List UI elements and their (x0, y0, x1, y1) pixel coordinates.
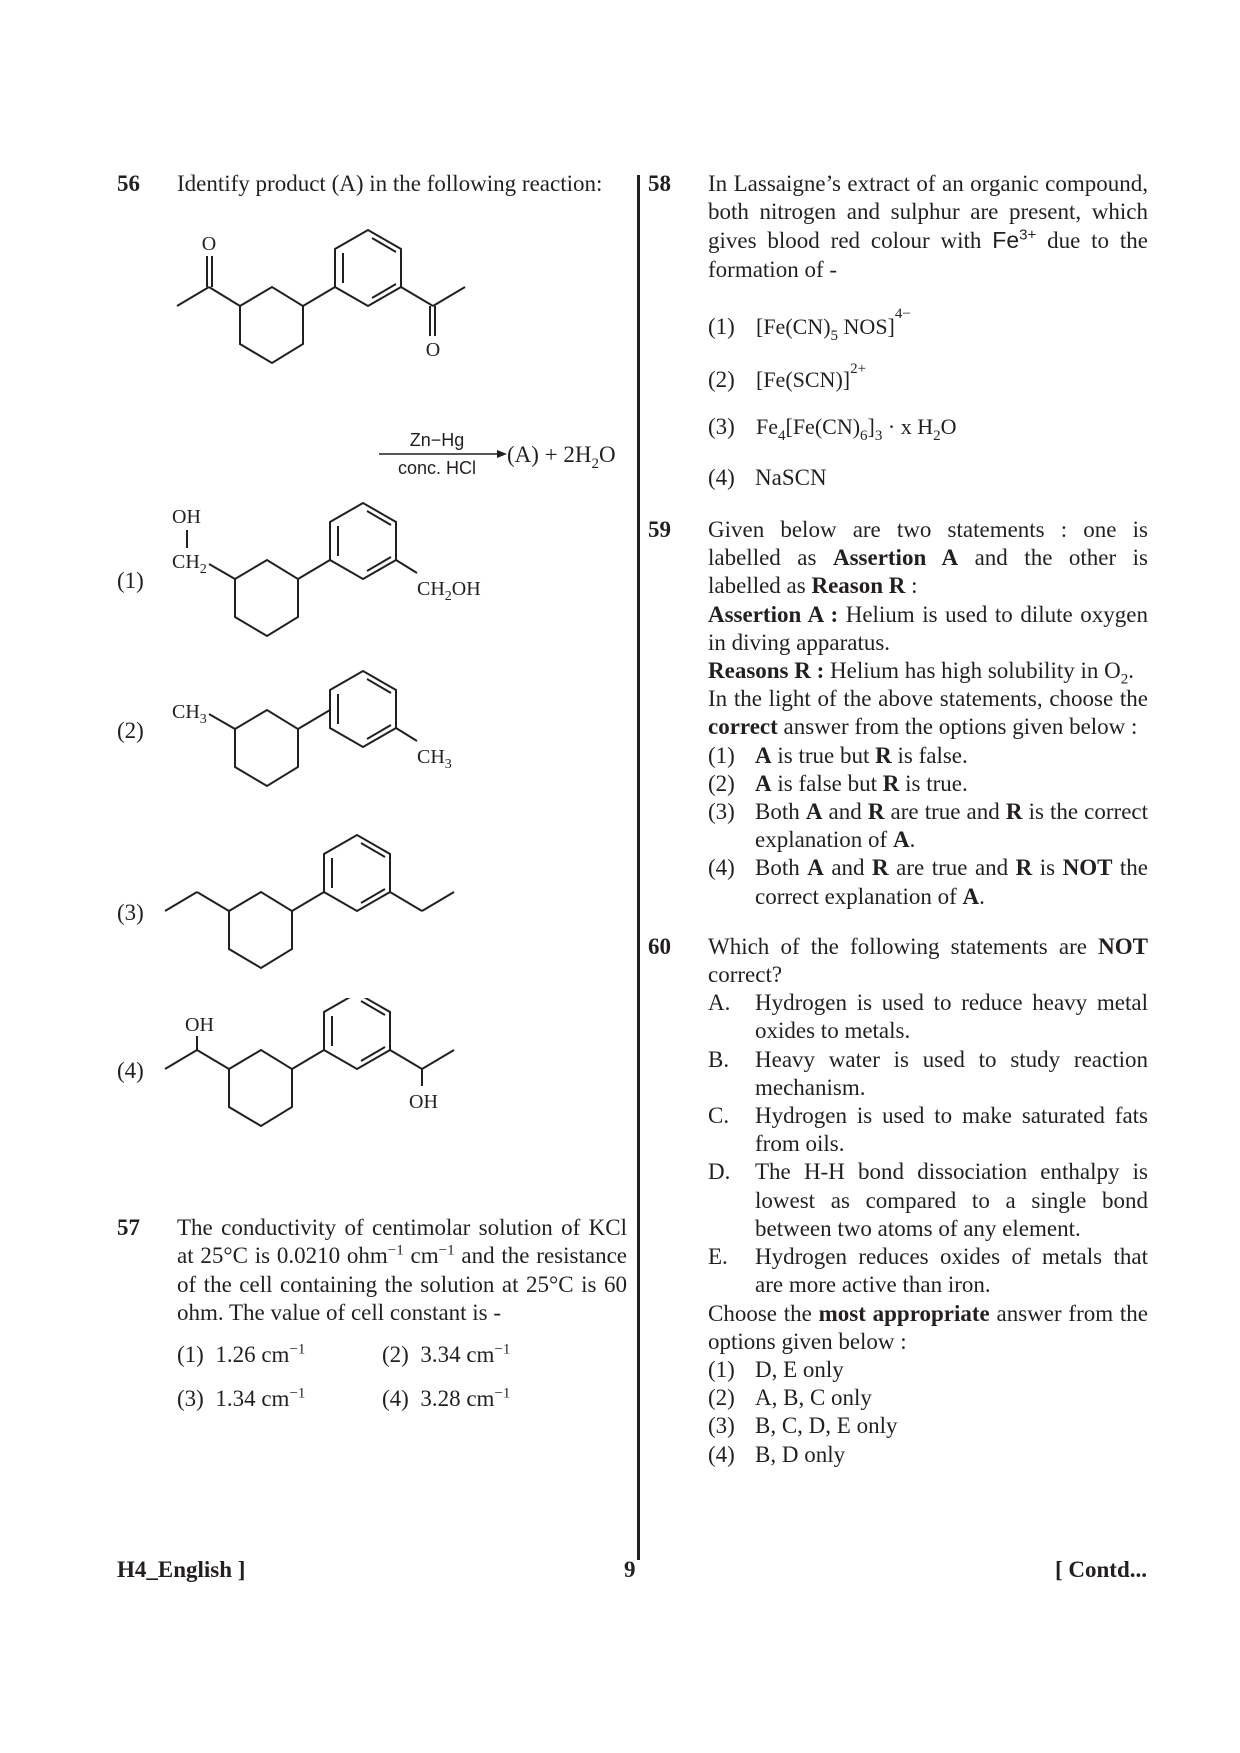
hydroxymethyl-label: $CH_2OH$ (417, 578, 481, 605)
option-1[interactable]: (1) A is true but R is false. (708, 742, 968, 768)
option-4-structure (117, 998, 627, 1148)
left-column (117, 170, 627, 1413)
option-label[interactable]: (1) (708, 313, 735, 339)
question-number: 58 (648, 171, 671, 196)
option-1[interactable]: (1) 1.26 $cm^{-1}$ (177, 1341, 306, 1368)
methyl-label: $CH_3$ (417, 746, 452, 773)
reaction-product: $(A) + 2H_2O$ (507, 442, 616, 473)
carbonyl-oxygen-label: O (201, 233, 217, 256)
page-number: 9 (624, 1557, 636, 1582)
option-1-structure (117, 498, 627, 658)
option-1-formula[interactable]: [$Fe(CN)_5$ NOS]$^{4-}$ (756, 305, 911, 344)
footer-paper-code: H4_English ] (117, 1557, 246, 1582)
option-1[interactable]: (1) D, E only (708, 1356, 844, 1382)
option-3-structure (117, 828, 627, 988)
reagent-top: Zn−Hg (409, 430, 465, 451)
question-number: 56 (117, 171, 140, 196)
reactant-structure (117, 206, 627, 426)
reason-statement: Reasons R : Helium has high solubility in $O_2$. (708, 658, 1134, 688)
option-2-formula[interactable]: $[Fe(SCN)]^{2+}$ (756, 360, 867, 392)
option-label: (4) (117, 1058, 144, 1084)
question-number: 59 (648, 517, 671, 543)
statement-e: E. Hydrogen reduces oxides of metals that are more active than iron. (708, 1244, 1148, 1298)
question-stem: Which of the following statements are NOT correct? (708, 933, 1148, 988)
option-4[interactable]: (4) B, D only (708, 1441, 846, 1467)
question-stem: Identify product (A) in the following reaction: (177, 171, 603, 196)
carbonyl-oxygen-label: O (425, 339, 441, 362)
options-row (177, 1341, 627, 1369)
question-stem: In Lassaigne’s extract of an organic compound, both nitrogen and sulphur are present, which gives blood red colour with $Fe^{3+}$ due to the formation of - (708, 171, 1148, 282)
statement-a: A. Hydrogen is used to reduce heavy metal oxides to metals. (708, 990, 1148, 1044)
option-4[interactable]: (4) 3.28 $cm^{-1}$ (382, 1385, 511, 1412)
reaction-arrow (117, 428, 627, 478)
option-label: (1) (117, 568, 144, 594)
hydroxyl-label: OH (185, 1014, 214, 1037)
instruction: Choose the most appropriate answer from the options given below : (708, 1300, 1148, 1354)
option-3[interactable]: (3) B, C, D, E only (708, 1413, 898, 1439)
options-row (177, 1385, 627, 1413)
column-divider (637, 175, 640, 1560)
question-58 (648, 170, 1148, 492)
hydroxyl-label: OH (172, 506, 201, 529)
option-label[interactable]: (2) (708, 366, 735, 392)
option-2[interactable]: (2) A is false but R is true. (708, 770, 968, 796)
question-59 (648, 516, 1148, 911)
option-label[interactable]: (3) (708, 413, 735, 439)
question-56 (117, 170, 627, 198)
option-4[interactable]: (4) Both A and R are true and R is NOT the correct explanation of A. (708, 855, 1149, 909)
methylene-label: $CH_2$ (172, 551, 207, 578)
statement-c: C. Hydrogen is used to make saturated fats from oils. (708, 1103, 1148, 1157)
option-label: (2) (117, 718, 144, 744)
q58-options (708, 294, 1148, 464)
question-stem: The conductivity of centimolar solution of KCl at 25°C is 0.0210 ohm$^{-1}$ $cm^{-1}$ and the resistance of the cell containing the solution at 25°C is 60 ohm. The value of cell constant is - (177, 1215, 627, 1325)
statement-d: D. The H-H bond dissociation enthalpy is lowest as compared to a single bond between two atoms of any element. (708, 1159, 1148, 1241)
methyl-label: $CH_3$ (172, 701, 207, 728)
question-60 (648, 933, 1148, 1469)
right-column (648, 170, 1148, 1469)
statement-b: B. Heavy water is used to study reaction mechanism. (708, 1046, 1148, 1100)
option-3-formula[interactable]: $Fe_4[Fe(CN)_6]_3 \cdot x$ $H_2O$ (756, 413, 957, 444)
question-number: 57 (117, 1215, 140, 1241)
question-number: 60 (648, 933, 671, 959)
option-2-structure (117, 668, 627, 818)
question-stem: Given below are two statements : one is labelled as Assertion A and the other is labelled as Reason R : (708, 517, 1148, 599)
footer-contd: [ Contd... (1054, 1557, 1147, 1582)
option-label: (3) (117, 900, 144, 926)
hydroxyl-label: OH (409, 1091, 438, 1114)
option-2[interactable]: (2) A, B, C only (708, 1385, 872, 1411)
assertion-statement: Assertion A : Helium is used to dilute oxygen in diving apparatus. (708, 601, 1149, 655)
option-3[interactable]: (3) 1.34 $cm^{-1}$ (177, 1385, 306, 1412)
reagent-bottom: conc. HCl (397, 458, 477, 479)
question-57 (117, 1214, 627, 1413)
option-4[interactable]: (4) NaSCN (708, 464, 827, 490)
option-3[interactable]: (3) Both A and R are true and R is the correct explanation of A. (708, 799, 1149, 853)
instruction: In the light of the above statements, choose the correct answer from the options given below : (708, 686, 1148, 740)
option-2[interactable]: (2) 3.34 $cm^{-1}$ (382, 1341, 511, 1368)
